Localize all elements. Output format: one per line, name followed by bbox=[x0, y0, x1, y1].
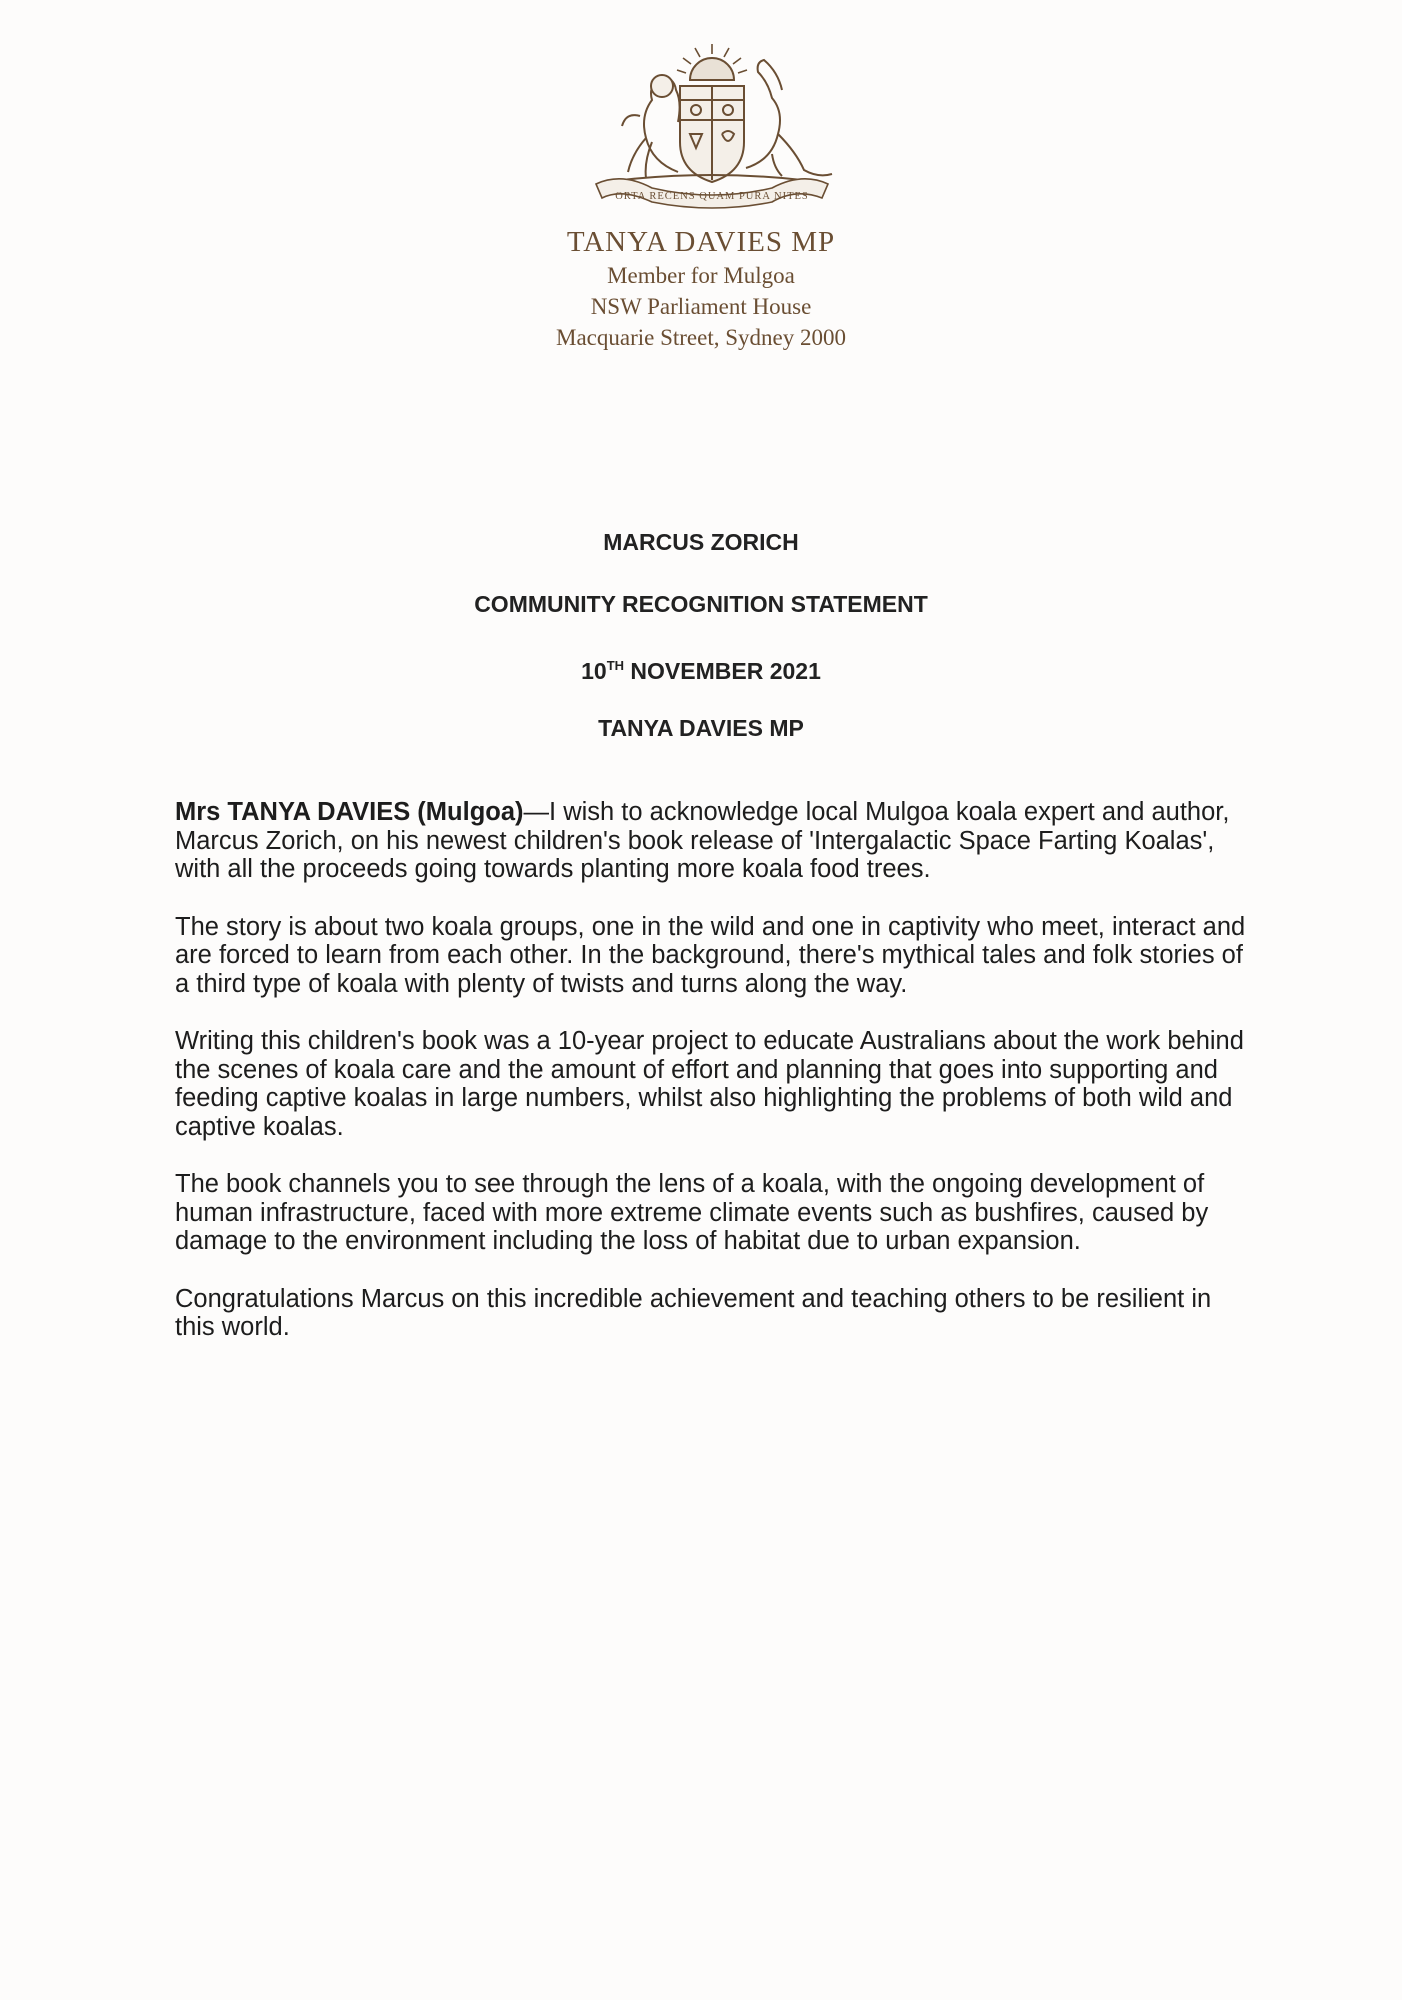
statement-body bbox=[175, 798, 1255, 1371]
paragraph-3: Writing this children's book was a 10-year project to educate Australians about the work behind the scenes of koala care and the amount of effort and planning that goes into supporting and feeding captive koalas in large numbers, whilst also highlighting the problems of both wild and captive koalas. bbox=[175, 1027, 1244, 1141]
paragraph-5: Congratulations Marcus on this incredible achievement and teaching others to be resilient in this world. bbox=[175, 1284, 1212, 1341]
letterhead-building: NSW Parliament House bbox=[590, 294, 812, 319]
crest-motto: ORTA RECENS QUAM PURA NITES bbox=[615, 191, 809, 202]
author-heading: TANYA DAVIES MP bbox=[598, 715, 804, 741]
letterhead-name: TANYA DAVIES MP bbox=[566, 226, 836, 258]
title-block bbox=[0, 524, 1402, 772]
speaker-name: Mrs TANYA DAVIES (Mulgoa) bbox=[175, 798, 524, 826]
subject-heading: MARCUS ZORICH bbox=[603, 529, 799, 555]
paragraph-1 bbox=[175, 798, 1255, 884]
paragraph-2: The story is about two koala groups, one in the wild and one in captivity who meet, interact and are forced to learn from each other. In the background, there's mythical tales and folk stories of a third type of koala with plenty of twists and turns along the way. bbox=[175, 912, 1246, 998]
paragraph-4: The book channels you to see through the lens of a koala, with the ongoing development of human infrastructure, faced with more extreme climate events such as bushfires, caused by damage to the environment including the loss of habitat due to urban expansion. bbox=[175, 1170, 1209, 1255]
date-heading bbox=[0, 648, 1402, 710]
date-day: 10 bbox=[581, 658, 607, 684]
letterhead-address: Macquarie Street, Sydney 2000 bbox=[556, 325, 846, 350]
date-rest: NOVEMBER 2021 bbox=[624, 658, 821, 684]
date-suffix: TH bbox=[606, 658, 625, 673]
letterhead-electorate: Member for Mulgoa bbox=[607, 263, 795, 288]
paragraph-1-text: —I wish to acknowledge local Mulgoa koala expert and author, Marcus Zorich, on his newest children's book release of 'Intergalactic Space Farting Koalas', with all the proceeds going towards planting more koala food trees. bbox=[175, 798, 1230, 883]
statement-heading: COMMUNITY RECOGNITION STATEMENT bbox=[474, 591, 928, 617]
coat-of-arms-icon bbox=[582, 42, 842, 210]
letterhead bbox=[0, 224, 1402, 353]
